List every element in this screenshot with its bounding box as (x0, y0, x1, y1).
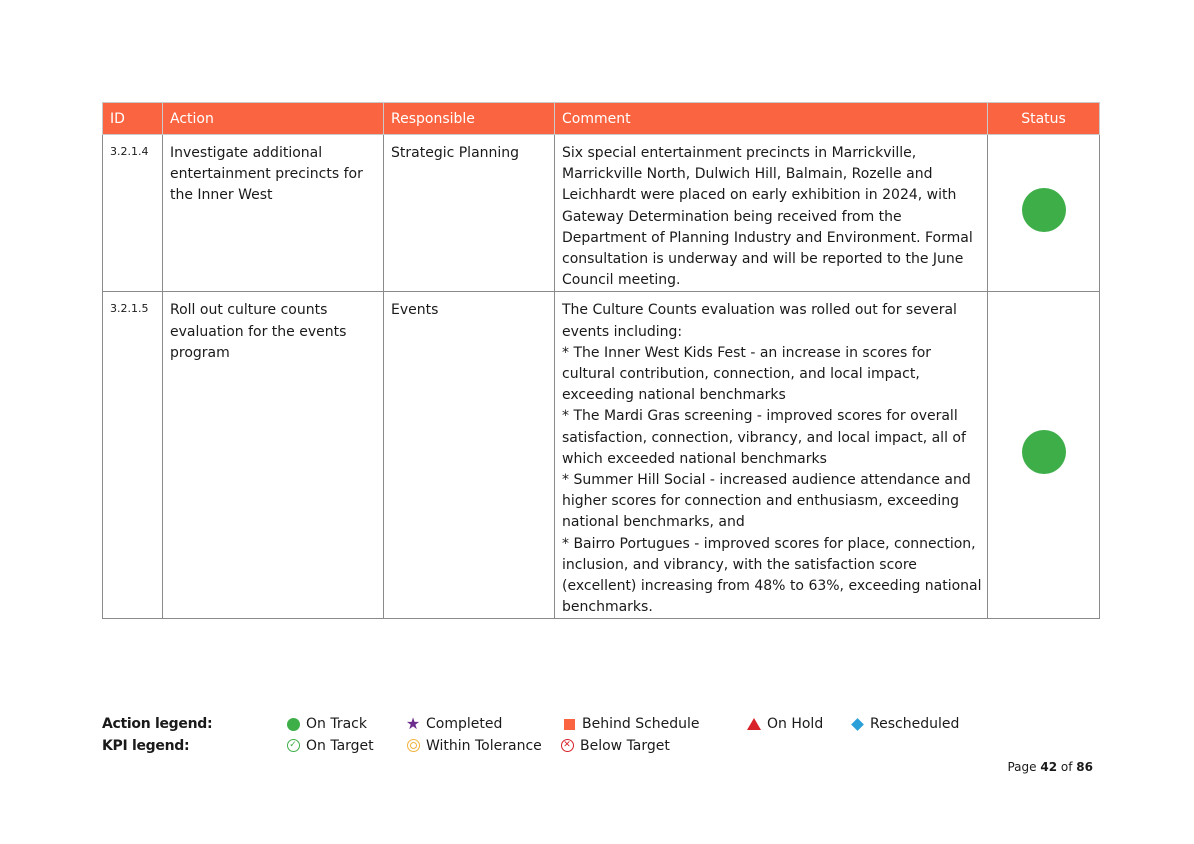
comment-line: Marrickville North, Dulwich Hill, Balmain, Rozelle and (562, 166, 933, 183)
row-responsible: Events (384, 292, 555, 619)
row-status (988, 135, 1100, 292)
row-id: 3.2.1.5 (103, 292, 163, 619)
comment-line: events including: (562, 323, 683, 340)
comment-line: * The Mardi Gras screening - improved scores for overall (562, 408, 958, 425)
comment-line: national benchmarks, and (562, 514, 745, 531)
header-id: ID (103, 103, 163, 135)
page-of: of (1060, 760, 1073, 774)
comment-line: satisfaction, connection, vibrancy, and local impact, all of (562, 429, 966, 446)
comment-line: Department of Planning Industry and Environment. Formal (562, 229, 973, 246)
comment-line: The Culture Counts evaluation was rolled out for several (562, 302, 957, 319)
action-status-table (102, 102, 1100, 619)
action-line: Roll out culture counts (170, 302, 328, 319)
comment-line: * Bairro Portugues - improved scores for place, connection, (562, 535, 976, 552)
action-line: the Inner West (170, 187, 273, 204)
legend-below-target (560, 738, 670, 754)
page-prefix: Page (1007, 760, 1037, 774)
comment-line: consultation is underway and will be reported to the June (562, 251, 964, 268)
table-header-row (103, 103, 1100, 135)
comment-line: * The Inner West Kids Fest - an increase in scores for (562, 344, 932, 361)
action-line: Investigate additional (170, 145, 323, 161)
comment-line: Council meeting. (562, 272, 681, 289)
page-current: 42 (1040, 760, 1058, 774)
legend-label: On Hold (767, 716, 824, 732)
row-status (988, 292, 1100, 619)
legend-completed (406, 716, 502, 732)
legend-label: Behind Schedule (582, 716, 700, 732)
blue-diamond-icon (850, 717, 864, 731)
red-triangle-icon (747, 717, 761, 731)
legend-label: Completed (426, 716, 503, 732)
legend-label: Rescheduled (870, 716, 960, 732)
action-line: evaluation for the events (170, 323, 347, 340)
row-action (163, 135, 384, 292)
page-total: 86 (1076, 760, 1093, 774)
red-x-circle-icon: ✕ (560, 739, 574, 753)
orange-square-icon (562, 717, 576, 731)
green-check-circle-icon: ✓ (286, 739, 300, 753)
comment-line: Six special entertainment precincts in Marrickville, (562, 145, 917, 161)
legend-on-hold (747, 716, 823, 732)
header-action: Action (163, 103, 384, 135)
comment-line: benchmarks. (562, 599, 653, 616)
header-status: Status (988, 103, 1100, 135)
row-id: 3.2.1.4 (103, 135, 163, 292)
row-responsible: Strategic Planning (384, 135, 555, 292)
comment-line: which exceeded national benchmarks (562, 450, 827, 467)
action-legend-row (102, 716, 1002, 738)
table-row (103, 135, 1100, 292)
comment-line: Gateway Determination being received from the (562, 208, 902, 225)
legend-behind-schedule (562, 716, 700, 732)
amber-ring-icon (406, 739, 420, 753)
action-line: program (170, 344, 230, 361)
legend-on-track (286, 716, 367, 732)
comment-line: (excellent) increasing from 48% to 63%, exceeding national (562, 578, 982, 595)
table-row (103, 292, 1100, 619)
comment-line: exceeding national benchmarks (562, 387, 786, 404)
green-dot-icon (286, 717, 300, 731)
row-comment (555, 292, 988, 619)
kpi-legend-row (102, 738, 1002, 760)
row-action (163, 292, 384, 619)
purple-star-icon: ★ (405, 714, 421, 733)
legend-label: Below Target (580, 737, 670, 754)
legend-on-target (286, 738, 374, 754)
legend-label: On Target (306, 737, 374, 754)
header-responsible: Responsible (384, 103, 555, 135)
legend (102, 716, 1002, 759)
kpi-legend-title: KPI legend: (102, 737, 190, 754)
on-track-status-icon (1022, 188, 1066, 232)
page-number (1007, 760, 1093, 774)
comment-line: * Summer Hill Social - increased audience attendance and (562, 472, 971, 489)
action-line: entertainment precincts for (170, 166, 363, 183)
comment-line: higher scores for connection and enthusiasm, exceeding (562, 493, 959, 510)
legend-rescheduled (850, 716, 959, 732)
legend-label: On Track (306, 716, 367, 732)
row-comment (555, 135, 988, 292)
legend-within-tolerance (406, 738, 542, 754)
on-track-status-icon (1022, 430, 1066, 474)
comment-line: Leichhardt were placed on early exhibition in 2024, with (562, 187, 957, 204)
comment-line: inclusion, and vibrancy, with the satisfaction score (562, 556, 917, 573)
legend-label: Within Tolerance (426, 737, 542, 754)
action-legend-title: Action legend: (102, 716, 213, 732)
header-comment: Comment (555, 103, 988, 135)
comment-line: cultural contribution, connection, and local impact, (562, 366, 920, 383)
